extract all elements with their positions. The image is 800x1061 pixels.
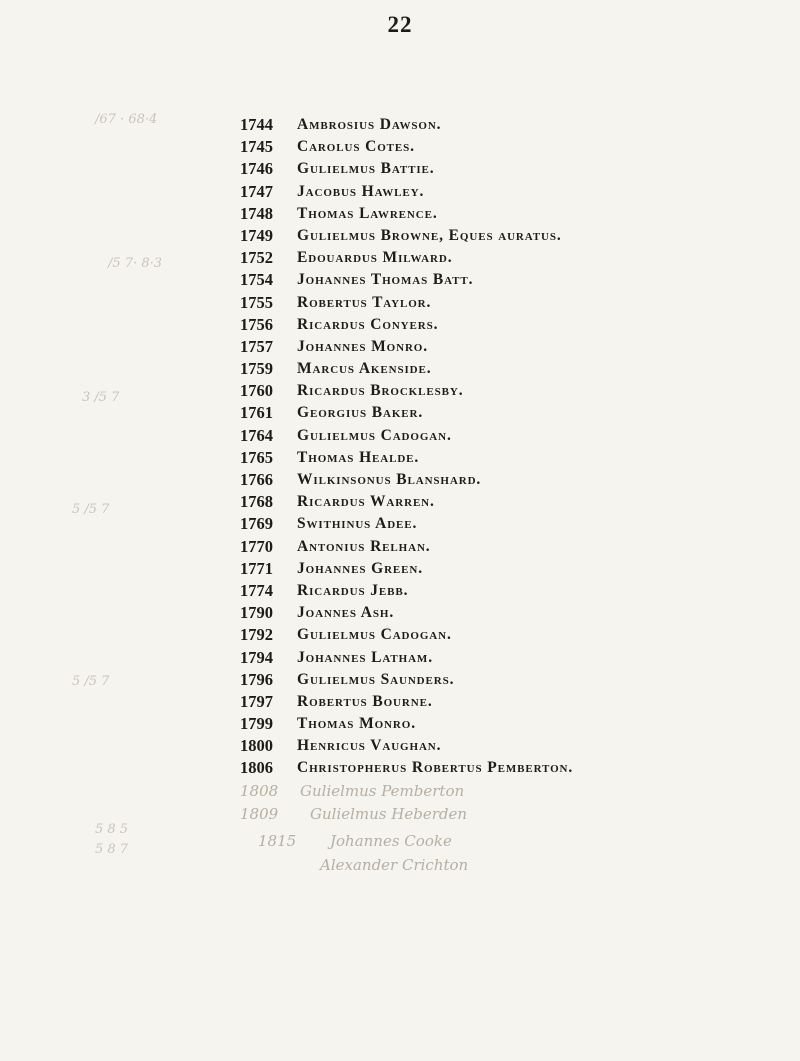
entry-year: 1764 <box>240 425 273 445</box>
list-item <box>0 181 800 203</box>
entry-year: 1766 <box>240 470 273 489</box>
entry-name: Thomas Monro. <box>297 715 416 733</box>
list-item <box>0 447 800 469</box>
entry-year: 1744 <box>240 115 273 134</box>
entry-year: 1769 <box>240 514 273 534</box>
entry-name: Joannes Ash. <box>297 604 395 622</box>
list-item <box>0 513 800 535</box>
entry-year: 1770 <box>240 536 273 556</box>
list-item <box>0 158 800 180</box>
list-item <box>0 624 800 646</box>
entry-name: Edouardus Milward. <box>297 249 453 267</box>
entry-year: 1756 <box>240 314 273 334</box>
margin-note: /5 7· 8·3 <box>108 256 162 271</box>
entry-name: Ricardus Warren. <box>297 493 435 511</box>
entry-name: Robertus Taylor. <box>297 293 432 311</box>
entry-name: Thomas Lawrence. <box>297 204 438 222</box>
entry-year: 1771 <box>240 558 273 578</box>
entry-name: Henricus Vaughan. <box>297 737 442 755</box>
entry-name: Gulielmus Battie. <box>297 160 435 178</box>
entry-name: Robertus Bourne. <box>297 692 433 710</box>
handwritten-year: 1815 <box>258 832 297 850</box>
list-item <box>0 469 800 491</box>
entry-name: Wilkinsonus Blanshard. <box>297 471 482 488</box>
list-item <box>0 203 800 225</box>
entry-name: Johannes Latham. <box>297 648 433 666</box>
entry-name: Jacobus Hawley. <box>297 182 425 200</box>
list-item <box>0 647 800 669</box>
entry-year: 1752 <box>240 248 273 268</box>
entry-year: 1754 <box>240 270 273 290</box>
margin-note: 3 /5 7 <box>82 390 120 405</box>
list-item <box>0 536 800 558</box>
list-item <box>0 602 800 624</box>
list-item <box>0 669 800 691</box>
entry-name: Gulielmus Saunders. <box>297 670 455 688</box>
list-item <box>0 757 800 779</box>
list-item <box>0 713 800 735</box>
page-number: 22 <box>387 12 413 37</box>
entry-name: Gulielmus Cadogan. <box>297 626 452 644</box>
list-item <box>0 247 800 269</box>
list-item <box>0 691 800 713</box>
entry-year: 1797 <box>240 691 273 711</box>
entry-year: 1794 <box>240 647 273 667</box>
entry-year: 1765 <box>240 447 273 467</box>
entry-name: Christopherus Robertus Pemberton. <box>297 759 574 777</box>
entry-name: Ricardus Brocklesby. <box>297 382 464 400</box>
margin-note: 5 8 5 <box>95 822 129 837</box>
margin-note: 5 /5 7 <box>72 674 110 689</box>
entry-name: Gulielmus Cadogan. <box>297 426 452 444</box>
entry-name: Ambrosius Dawson. <box>297 116 442 133</box>
entry-year: 1768 <box>240 492 273 512</box>
entry-name: Gulielmus Browne, Eques auratus. <box>297 226 562 244</box>
margin-note: 5 /5 7 <box>72 502 110 517</box>
handwritten-year: 1808 <box>240 782 279 800</box>
list-item <box>0 225 800 247</box>
list-item <box>0 380 800 402</box>
entry-year: 1748 <box>240 203 273 223</box>
entry-year: 1799 <box>240 714 273 734</box>
list-item <box>0 402 800 424</box>
entry-year: 1792 <box>240 625 273 645</box>
entry-year: 1757 <box>240 336 273 356</box>
entry-name: Georgius Baker. <box>297 404 424 422</box>
entry-name: Johannes Green. <box>297 559 424 577</box>
entry-name: Swithinus Adee. <box>297 515 418 533</box>
entry-year: 1774 <box>240 580 273 600</box>
entry-name: Antonius Relhan. <box>297 537 431 555</box>
handwritten-name: Gulielmus Heberden <box>310 805 468 823</box>
list-item <box>0 558 800 580</box>
entry-year: 1800 <box>240 736 273 756</box>
margin-note: 5 8 7 <box>95 842 129 857</box>
entry-year: 1796 <box>240 669 273 689</box>
handwritten-name: Gulielmus Pemberton <box>300 782 465 800</box>
list-item <box>0 136 800 158</box>
list-item <box>0 580 800 602</box>
entry-year: 1746 <box>240 159 273 179</box>
entry-year: 1745 <box>240 137 273 157</box>
entry-name: Carolus Cotes. <box>297 138 415 156</box>
entry-year: 1747 <box>240 181 273 201</box>
entry-name: Johannes Thomas Batt. <box>297 271 474 289</box>
entry-name: Thomas Healde. <box>297 448 420 466</box>
list-item <box>0 114 800 136</box>
entry-name: Johannes Monro. <box>297 337 429 355</box>
list-item <box>0 425 800 447</box>
list-item <box>0 269 800 291</box>
entry-year: 1761 <box>240 403 273 423</box>
list-item <box>0 336 800 358</box>
handwritten-name: Alexander Crichton <box>320 856 469 874</box>
entry-year: 1790 <box>240 603 273 623</box>
entry-name: Ricardus Jebb. <box>297 581 409 599</box>
entry-year: 1760 <box>240 381 273 401</box>
list-item <box>0 358 800 380</box>
entry-name: Ricardus Conyers. <box>297 315 439 333</box>
entry-year: 1759 <box>240 359 273 379</box>
entry-year: 1806 <box>240 758 273 778</box>
list-item <box>0 314 800 336</box>
list-item <box>0 735 800 757</box>
entry-year: 1755 <box>240 292 273 312</box>
handwritten-year: 1809 <box>240 805 279 823</box>
entry-year: 1749 <box>240 225 273 245</box>
entry-name: Marcus Akenside. <box>297 360 432 378</box>
list-item <box>0 292 800 314</box>
list-item <box>0 491 800 513</box>
margin-note: /67 · 68·4 <box>95 112 158 127</box>
handwritten-name: Johannes Cooke <box>330 832 452 850</box>
fellows-list <box>0 114 800 780</box>
